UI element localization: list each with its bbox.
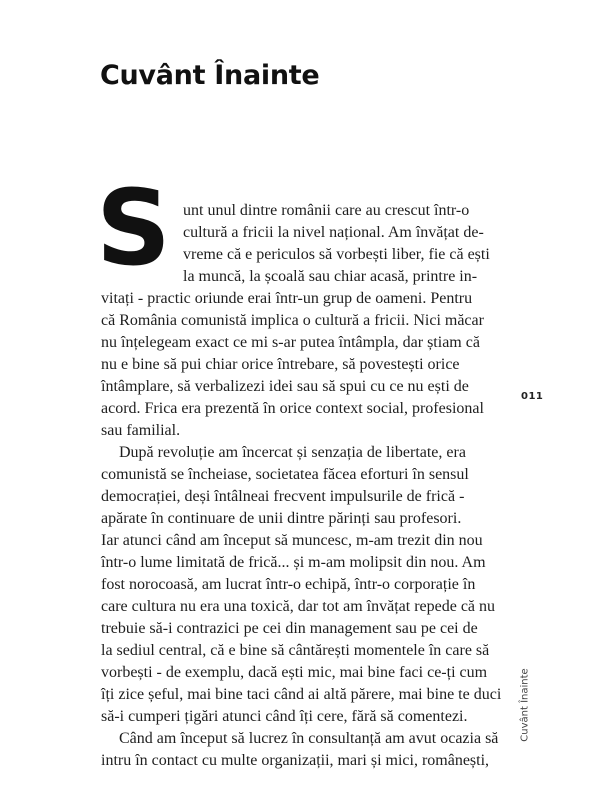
text-line: apărate în continuare de unii dintre părinți sau profesori. [101,510,462,527]
text-line: într-o lume limitată de frică... și m-am molipsit din nou. Am [101,554,486,571]
text-line: întâmplare, să verbalizezi idei sau să spui cu ce nu ești de [101,378,469,395]
text-line: trebuie să-i contrazici pe cei din management sau pe cei de [101,620,478,637]
text-line: vreme că e periculos să vorbești liber, fie că ești [183,246,490,263]
text-line: la muncă, la școală sau chiar acasă, printre in- [183,268,478,285]
page-number: 011 [521,391,544,402]
text-line: că România comunistă implica o cultură a fricii. Nici măcar [101,312,484,329]
text-line: unt unul dintre românii care au crescut într-o [183,202,470,219]
chapter-title: Cuvânt Înainte [100,60,320,91]
text-line: comunistă se încheiase, societatea făcea eforturi în sensul [101,466,469,483]
drop-cap: S [96,167,171,289]
text-line: să-i cumperi țigări atunci când îți cere, fără să comentezi. [101,708,468,725]
text-line: intru în contact cu multe organizații, mari și mici, românești, [101,752,490,769]
text-line: vorbești - de exemplu, dacă ești mic, mai bine faci ce-ți cum [101,664,488,681]
running-header: Cuvânt Înainte [519,668,531,742]
text-line: Când am început să lucrez în consultanță am avut ocazia să [119,730,499,747]
text-line: vitați - practic oriunde erai într-un grup de oameni. Pentru [101,290,473,307]
text-line: După revoluție am încercat și senzația de libertate, era [119,444,466,461]
text-line: Iar atunci când am început să muncesc, m-am trezit din nou [101,532,483,549]
text-line: sau familial. [101,422,181,439]
text-line: cultură a fricii la nivel național. Am învățat de- [183,224,484,241]
text-line: nu e bine să pui chiar orice întrebare, să povestești orice [101,356,460,373]
text-line: fost norocoasă, am lucrat într-o echipă, într-o corporație în [101,576,476,593]
text-line: îți zice șeful, mai bine taci când ai altă părere, mai bine te duci [101,686,502,703]
text-line: nu înțelegeam exact ce mi s-ar putea întâmpla, dar știam că [101,334,480,351]
text-line: care cultura nu era una toxică, dar tot am învățat repede că nu [101,598,496,615]
text-line: acord. Frica era prezentă în orice context social, profesional [101,400,484,417]
text-line: la sediul central, că e bine să cântărești momentele în care să [101,642,490,659]
text-line: democrației, deși întâlneai frecvent impulsurile de frică - [101,488,465,505]
